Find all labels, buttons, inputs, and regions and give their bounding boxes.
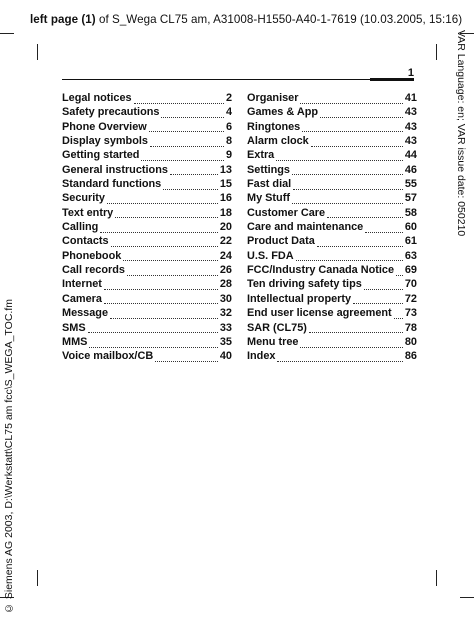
toc-entry-title: Standard functions <box>62 178 162 191</box>
toc-entry-title: General instructions <box>62 163 168 176</box>
toc-leader-dots <box>88 332 218 333</box>
toc-entry[interactable] <box>247 278 417 292</box>
toc-leader-dots <box>163 189 218 190</box>
toc-entry-page: 73 <box>404 307 417 320</box>
toc-entry-page: 8 <box>225 135 232 148</box>
toc-leader-dots <box>150 146 224 147</box>
toc-entry-title: Camera <box>62 292 102 305</box>
toc-entry-title: Product Data <box>247 235 315 248</box>
header-document-info: of S_Wega CL75 am, A31008-H1550-A40-1-7619 (10.03.2005, 15:16) <box>95 13 463 26</box>
toc-entry-page: 28 <box>219 278 232 291</box>
toc-entry-title: Call records <box>62 264 125 277</box>
page-number: 1 <box>407 67 414 79</box>
toc-entry[interactable] <box>62 106 232 120</box>
toc-leader-dots <box>107 203 218 204</box>
toc-entry[interactable] <box>247 121 417 135</box>
toc-entry[interactable] <box>62 178 232 192</box>
toc-entry-page: 16 <box>219 192 232 205</box>
toc-entry[interactable] <box>247 293 417 307</box>
crop-mark-top-left-horizontal <box>0 33 14 34</box>
toc-entry[interactable] <box>62 322 232 336</box>
toc-leader-dots <box>141 160 223 161</box>
toc-leader-dots <box>364 289 403 290</box>
toc-entry-title: Text entry <box>62 206 114 219</box>
toc-entry-page: 41 <box>404 92 417 104</box>
toc-leader-dots <box>155 361 218 362</box>
toc-entry-title: Phonebook <box>62 249 122 262</box>
toc-entry[interactable] <box>62 92 232 106</box>
toc-leader-dots <box>89 347 217 348</box>
toc-leader-dots <box>320 117 403 118</box>
header-rule-thin <box>62 79 370 80</box>
toc-entry[interactable] <box>62 121 232 135</box>
toc-entry-page: 20 <box>219 221 232 234</box>
toc-column-right <box>247 92 417 365</box>
toc-entry-title: Security <box>62 192 105 205</box>
toc-leader-dots <box>149 131 224 132</box>
toc-entry[interactable] <box>247 149 417 163</box>
toc-entry-title: Calling <box>62 221 99 234</box>
toc-entry-title: Getting started <box>62 149 140 162</box>
toc-leader-dots <box>292 174 403 175</box>
toc-entry[interactable] <box>247 336 417 350</box>
toc-entry-title: Care and maintenance <box>247 221 364 234</box>
toc-leader-dots <box>277 361 402 362</box>
toc-entry[interactable] <box>247 164 417 178</box>
crop-mark-top-right-vertical <box>436 44 437 60</box>
toc-entry-page: 33 <box>219 321 232 334</box>
toc-leader-dots <box>111 246 218 247</box>
toc-entry-page: 55 <box>404 178 417 191</box>
toc-leader-dots <box>311 146 403 147</box>
toc-entry-title: U.S. FDA <box>247 249 294 262</box>
toc-leader-dots <box>317 246 403 247</box>
toc-entry[interactable] <box>247 250 417 264</box>
toc-entry-title: Message <box>62 307 109 320</box>
toc-entry-page: 40 <box>219 350 232 363</box>
toc-entry-page: 43 <box>404 120 417 133</box>
toc-leader-dots <box>300 103 402 104</box>
toc-entry[interactable] <box>247 178 417 192</box>
toc-leader-dots <box>276 160 403 161</box>
toc-entry[interactable] <box>62 149 232 163</box>
toc-entry[interactable] <box>247 192 417 206</box>
toc-leader-dots <box>110 318 218 319</box>
crop-mark-bottom-left-vertical <box>37 570 38 586</box>
toc-entry[interactable] <box>247 207 417 221</box>
toc-leader-dots <box>293 189 403 190</box>
toc-entry[interactable] <box>62 307 232 321</box>
toc-entry-title: Customer Care <box>247 206 326 219</box>
toc-entry-page: 78 <box>404 321 417 334</box>
toc-leader-dots <box>394 318 403 319</box>
toc-entry[interactable] <box>247 322 417 336</box>
toc-entry-title: Index <box>247 350 276 363</box>
toc-leader-dots <box>170 174 218 175</box>
toc-entry-page: 13 <box>219 163 232 176</box>
toc-entry[interactable] <box>247 350 417 364</box>
toc-entry[interactable] <box>247 264 417 278</box>
toc-entry-title: Settings <box>247 163 290 176</box>
toc-entry-title: Phone Overview <box>62 120 147 133</box>
toc-entry-title: Voice mailbox/CB <box>62 350 154 363</box>
toc-entry-page: 15 <box>219 178 232 191</box>
toc-entry[interactable] <box>247 135 417 149</box>
toc-entry-title: Internet <box>62 278 102 291</box>
toc-entry[interactable] <box>62 135 232 149</box>
toc-entry-page: 80 <box>404 335 417 348</box>
toc-entry-page: 44 <box>404 149 417 162</box>
toc-entry-page: 18 <box>219 206 232 219</box>
toc-leader-dots <box>353 303 403 304</box>
toc-entry-title: FCC/Industry Canada Notice <box>247 264 395 277</box>
crop-mark-bottom-right-vertical <box>436 570 437 586</box>
toc-entry-title: Display symbols <box>62 135 148 148</box>
toc-entry-page: 30 <box>219 292 232 305</box>
toc-leader-dots <box>300 347 402 348</box>
toc-entry-title: Safety precautions <box>62 106 160 119</box>
toc-entry-page: 60 <box>404 221 417 234</box>
toc-leader-dots <box>104 303 218 304</box>
toc-entry-page: 63 <box>404 249 417 262</box>
toc-entry-page: 70 <box>404 278 417 291</box>
toc-entry-title: My Stuff <box>247 192 290 205</box>
toc-entry[interactable] <box>247 106 417 120</box>
toc-entry-title: Legal notices <box>62 92 132 104</box>
toc-leader-dots <box>296 260 403 261</box>
toc-entry-title: Extra <box>247 149 275 162</box>
toc-column-left <box>62 92 232 365</box>
toc-entry-title: Ringtones <box>247 120 301 133</box>
toc-entry-page: 32 <box>219 307 232 320</box>
toc-leader-dots <box>327 217 403 218</box>
toc-entry-title: Games & App <box>247 106 319 119</box>
toc-entry-page: 43 <box>404 135 417 148</box>
toc-entry-page: 72 <box>404 292 417 305</box>
toc-entry-title: MMS <box>62 335 88 348</box>
side-margin-copyright: © Siemens AG 2003, D:\Werkstatt\CL75 am fcc\S_WEGA_TOC.fm <box>3 298 15 614</box>
toc-entry-page: 61 <box>404 235 417 248</box>
toc-leader-dots <box>302 131 403 132</box>
toc-entry[interactable] <box>247 221 417 235</box>
toc-entry[interactable] <box>62 192 232 206</box>
toc-entry[interactable] <box>62 278 232 292</box>
toc-entry-page: 57 <box>404 192 417 205</box>
toc-leader-dots <box>292 203 403 204</box>
toc-leader-dots <box>134 103 224 104</box>
toc-entry[interactable] <box>62 293 232 307</box>
page-header <box>30 13 462 26</box>
toc-entry[interactable] <box>62 336 232 350</box>
crop-mark-top-left-vertical <box>37 44 38 60</box>
toc-entry-title: End user license agreement <box>247 307 392 320</box>
toc-entry-page: 24 <box>219 249 232 262</box>
toc-leader-dots <box>309 332 403 333</box>
toc-entry-page: 6 <box>225 120 232 133</box>
toc-entry[interactable] <box>62 207 232 221</box>
toc-entry-page: 2 <box>225 92 232 104</box>
toc-entry-title: Contacts <box>62 235 109 248</box>
header-page-label: left page (1) <box>30 13 96 26</box>
toc-entry-page: 58 <box>404 206 417 219</box>
toc-leader-dots <box>104 289 218 290</box>
toc-entry[interactable] <box>62 164 232 178</box>
toc-leader-dots <box>161 117 223 118</box>
toc-leader-dots <box>396 275 403 276</box>
toc-entry-title: SAR (CL75) <box>247 321 307 334</box>
toc-entry-page: 43 <box>404 106 417 119</box>
toc-entry[interactable] <box>247 235 417 249</box>
toc-entry-page: 4 <box>225 106 232 119</box>
toc-entry-page: 26 <box>219 264 232 277</box>
toc-entry-title: Fast dial <box>247 178 292 191</box>
toc-entry-title: SMS <box>62 321 86 334</box>
toc-entry-page: 9 <box>225 149 232 162</box>
toc-entry-page: 69 <box>404 264 417 277</box>
toc-leader-dots <box>115 217 218 218</box>
toc-entry[interactable] <box>62 264 232 278</box>
toc-entry-page: 22 <box>219 235 232 248</box>
toc-entry[interactable] <box>247 307 417 321</box>
toc-entry[interactable] <box>247 92 417 106</box>
toc-entry-page: 35 <box>219 335 232 348</box>
toc-entry[interactable] <box>62 221 232 235</box>
side-margin-language-info: VAR Language: en; VAR issue date: 050210 <box>455 30 467 237</box>
toc-entry-page: 46 <box>404 163 417 176</box>
toc-entry[interactable] <box>62 235 232 249</box>
toc-entry-title: Ten driving safety tips <box>247 278 362 291</box>
toc-leader-dots <box>123 260 218 261</box>
toc-entry-title: Menu tree <box>247 335 299 348</box>
crop-mark-bottom-right-horizontal <box>460 597 474 598</box>
toc-leader-dots <box>127 275 218 276</box>
toc-leader-dots <box>100 232 218 233</box>
toc-entry-title: Alarm clock <box>247 135 309 148</box>
toc-entry-title: Intellectual property <box>247 292 352 305</box>
toc-leader-dots <box>365 232 403 233</box>
toc-entry[interactable] <box>62 350 232 364</box>
toc-entry-title: Organiser <box>247 92 299 104</box>
toc-entry-page: 86 <box>404 350 417 363</box>
toc-entry[interactable] <box>62 250 232 264</box>
